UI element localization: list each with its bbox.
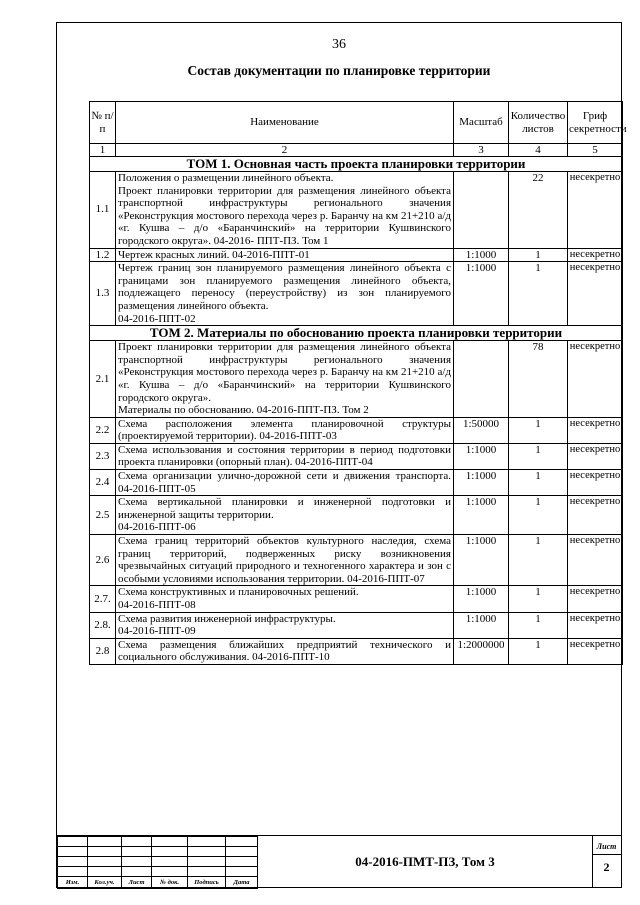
row-scale <box>454 341 509 418</box>
row-classification: несекретно <box>568 341 623 418</box>
volume-2-heading: ТОМ 2. Материалы по обоснованию проекта планировки территории <box>90 326 623 341</box>
row-number: 2.6 <box>90 535 116 586</box>
page-frame <box>56 22 627 888</box>
row-classification: несекретно <box>568 248 623 262</box>
row-number: 1.1 <box>90 172 116 249</box>
row-sheet-count: 1 <box>509 443 568 469</box>
row-scale: 1:1000 <box>454 248 509 262</box>
row-number: 1.2 <box>90 248 116 262</box>
table-row <box>90 341 623 418</box>
row-sheet-count: 1 <box>509 262 568 326</box>
row-number: 1.3 <box>90 262 116 326</box>
volume-2-heading-row <box>90 326 623 341</box>
row-sheet-count: 22 <box>509 172 568 249</box>
table-row <box>90 172 623 249</box>
row-name: Схема использования и состояния территории в период подготовки проекта планировки (опорный план). 04-2016-ППТ-04 <box>116 443 454 469</box>
row-name: Схема конструктивных и планировочных решений. 04-2016-ППТ-08 <box>116 586 454 612</box>
row-sheet-count: 1 <box>509 470 568 496</box>
row-classification: несекретно <box>568 443 623 469</box>
row-scale: 1:1000 <box>454 535 509 586</box>
row-scale: 1:50000 <box>454 417 509 443</box>
page-number: 36 <box>332 37 346 52</box>
row-name: Схема размещения ближайших предприятий технического и социального обслуживания. 04-2016-ППТ-10 <box>116 638 454 664</box>
row-number: 2.8 <box>90 638 116 664</box>
stamp-label: Дата <box>226 877 258 889</box>
stamp-label: Подпись <box>188 877 226 889</box>
stamp-label: Изм. <box>58 877 88 889</box>
row-classification: несекретно <box>568 417 623 443</box>
row-sheet-count: 1 <box>509 638 568 664</box>
header-count: Количество листов <box>509 102 568 144</box>
row-scale: 1:1000 <box>454 443 509 469</box>
title-block <box>57 835 621 888</box>
table-row <box>90 612 623 638</box>
row-name: Чертеж границ зон планируемого размещения линейного объекта с границами зон планируемого размещения линейного объекта, подлежащего переносу (переустройству) из зон планируемого размещения линейного объекта. 04-2016-ППТ-02 <box>116 262 454 326</box>
column-index: 1 <box>90 144 116 157</box>
row-sheet-count: 78 <box>509 341 568 418</box>
row-number: 2.5 <box>90 496 116 535</box>
sheet-box <box>592 836 621 888</box>
table-row <box>90 417 623 443</box>
row-number: 2.8. <box>90 612 116 638</box>
documentation-table <box>89 101 627 665</box>
stamp-label: Лист <box>122 877 152 889</box>
row-name: Проект планировки территории для размещения линейного объекта транспортной инфраструктуры регионального значения «Реконструкция мостового перехода через р. Баранчу на км 21+210 а/д «г. Кушва – д/о «Баранчинский» на территории Кушвинского городского округа». Материалы по обоснованию. 04-2016-ППТ-ПЗ. Том 2 <box>116 341 454 418</box>
row-name: Схема расположения элемента планировочной структуры (проектируемой территории). 04-2016-ППТ-03 <box>116 417 454 443</box>
row-sheet-count: 1 <box>509 586 568 612</box>
row-name: Схема вертикальной планировки и инженерной подготовки и инженерной защиты территории. 04-2016-ППТ-06 <box>116 496 454 535</box>
column-index-row <box>90 144 623 157</box>
row-sheet-count: 1 <box>509 417 568 443</box>
volume-1-heading: ТОМ 1. Основная часть проекта планировки территории <box>90 157 623 172</box>
row-scale: 1:1000 <box>454 586 509 612</box>
table-row <box>90 443 623 469</box>
column-index: 3 <box>454 144 509 157</box>
header-name: Наименование <box>116 102 454 144</box>
row-classification: несекретно <box>568 535 623 586</box>
row-scale: 1:1000 <box>454 470 509 496</box>
row-scale: 1:1000 <box>454 262 509 326</box>
row-classification: несекретно <box>568 612 623 638</box>
row-classification: несекретно <box>568 172 623 249</box>
header-class: Гриф секретности <box>568 102 623 144</box>
row-scale: 1:2000000 <box>454 638 509 664</box>
stamp-label: Кол.уч. <box>88 877 122 889</box>
row-classification: несекретно <box>568 638 623 664</box>
row-number: 2.4 <box>90 470 116 496</box>
row-number: 2.7. <box>90 586 116 612</box>
row-number: 2.3 <box>90 443 116 469</box>
table-row <box>90 496 623 535</box>
table-header-row <box>90 102 623 144</box>
column-index: 4 <box>509 144 568 157</box>
row-number: 2.2 <box>90 417 116 443</box>
table-row <box>90 535 623 586</box>
column-index: 2 <box>116 144 454 157</box>
row-name: Схема организации улично-дорожной сети и движения транспорта. 04-2016-ППТ-05 <box>116 470 454 496</box>
row-name: Схема развития инженерной инфраструктуры. 04-2016-ППТ-09 <box>116 612 454 638</box>
row-classification: несекретно <box>568 470 623 496</box>
sheet-number: 2 <box>603 860 610 874</box>
column-index: 5 <box>568 144 623 157</box>
row-scale <box>454 172 509 249</box>
sheet-label: Лист <box>592 842 621 855</box>
document-title: Состав документации по планировке территории <box>187 63 491 78</box>
stamp-label: № док. <box>152 877 188 889</box>
row-number: 2.1 <box>90 341 116 418</box>
row-scale: 1:1000 <box>454 496 509 535</box>
row-classification: несекретно <box>568 496 623 535</box>
header-num: № п/п <box>90 102 116 144</box>
row-scale: 1:1000 <box>454 612 509 638</box>
row-name: Положения о размещении линейного объекта. Проект планировки территории для размещения линейного объекта транспортной инфраструктуры регионального значения «Реконструкция мостового перехода через р. Баранчу на км 21+210 а/д «г. Кушва – д/о «Баранчинский» на территории Кушвинского городского округа». 04-2016- ППТ-ПЗ. Том 1 <box>116 172 454 249</box>
row-sheet-count: 1 <box>509 535 568 586</box>
row-sheet-count: 1 <box>509 248 568 262</box>
table-row <box>90 638 623 664</box>
table-row <box>90 586 623 612</box>
document-code: 04-2016-ПМТ-ПЗ, Том 3 <box>257 836 593 888</box>
table-row <box>90 470 623 496</box>
row-classification: несекретно <box>568 262 623 326</box>
row-name: Чертеж красных линий. 04-2016-ППТ-01 <box>116 248 454 262</box>
revision-grid <box>57 836 258 889</box>
volume-1-heading-row <box>90 157 623 172</box>
row-sheet-count: 1 <box>509 612 568 638</box>
table-row <box>90 262 623 326</box>
table-row <box>90 248 623 262</box>
header-scale: Масштаб <box>454 102 509 144</box>
row-classification: несекретно <box>568 586 623 612</box>
row-sheet-count: 1 <box>509 496 568 535</box>
row-name: Схема границ территорий объектов культурного наследия, схема границ территорий, подверженных риску возникновения чрезвычайных ситуаций природного и техногенного характера и зон с особыми условиями использования территории. 04-2016-ППТ-07 <box>116 535 454 586</box>
